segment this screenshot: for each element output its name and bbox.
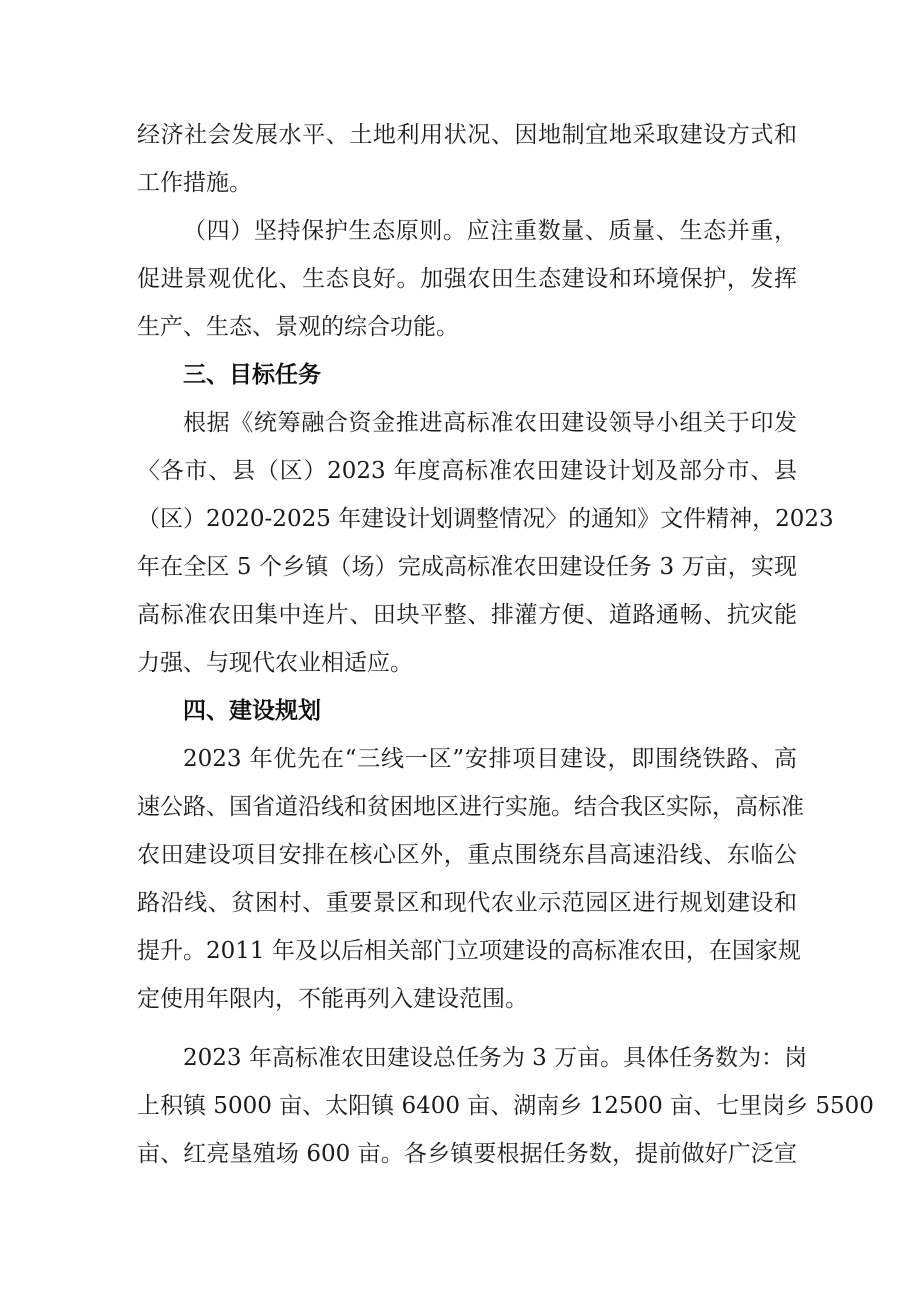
paragraph-line: 路沿线、贫困村、重要景区和现代农业示范园区进行规划建设和	[137, 890, 797, 916]
paragraph-line: 定使用年限内，不能再列入建设范围。	[137, 986, 528, 1012]
paragraph-line: 力强、与现代农业相适应。	[137, 650, 413, 676]
paragraph-line: 亩、红亮垦殖场 600 亩。各乡镇要根据任务数，提前做好广泛宣	[137, 1141, 797, 1167]
section-heading-goals: 三、目标任务	[183, 362, 321, 388]
section-heading-planning: 四、建设规划	[183, 698, 321, 724]
paragraph-line: （四）坚持保护生态原则。应注重数量、质量、生态并重，	[183, 218, 797, 244]
paragraph-line: 生产、生态、景观的综合功能。	[137, 314, 459, 340]
paragraph-line: 根据《统筹融合资金推进高标准农田建设领导小组关于印发	[183, 410, 797, 436]
paragraph-line: 农田建设项目安排在核心区外，重点围绕东昌高速沿线、东临公	[137, 842, 797, 868]
paragraph-line: 2023 年优先在“三线一区”安排项目建设，即围绕铁路、高	[183, 746, 797, 772]
paragraph-line: 速公路、国省道沿线和贫困地区进行实施。结合我区实际，高标准	[137, 794, 804, 820]
paragraph-line: 工作措施。	[137, 170, 252, 196]
paragraph-line: 经济社会发展水平、土地利用状况、因地制宜地采取建设方式和	[137, 122, 797, 148]
paragraph-line: 年在全区 5 个乡镇（场）完成高标准农田建设任务 3 万亩，实现	[137, 554, 797, 580]
paragraph-line: 上积镇 5000 亩、太阳镇 6400 亩、湖南乡 12500 亩、七里岗乡 5500	[137, 1093, 874, 1119]
paragraph-line: 〈各市、县（区）2023 年度高标准农田建设计划及部分市、县	[137, 458, 797, 484]
paragraph-line: （区）2020-2025 年建设计划调整情况〉的通知》文件精神，2023	[137, 506, 834, 532]
paragraph-line: 促进景观优化、生态良好。加强农田生态建设和环境保护，发挥	[137, 266, 797, 292]
paragraph-line: 2023 年高标准农田建设总任务为 3 万亩。具体任务数为：岗	[183, 1045, 808, 1071]
paragraph-line: 提升。2011 年及以后相关部门立项建设的高标准农田，在国家规	[137, 938, 801, 964]
paragraph-line: 高标准农田集中连片、田块平整、排灌方便、道路通畅、抗灾能	[137, 602, 797, 628]
